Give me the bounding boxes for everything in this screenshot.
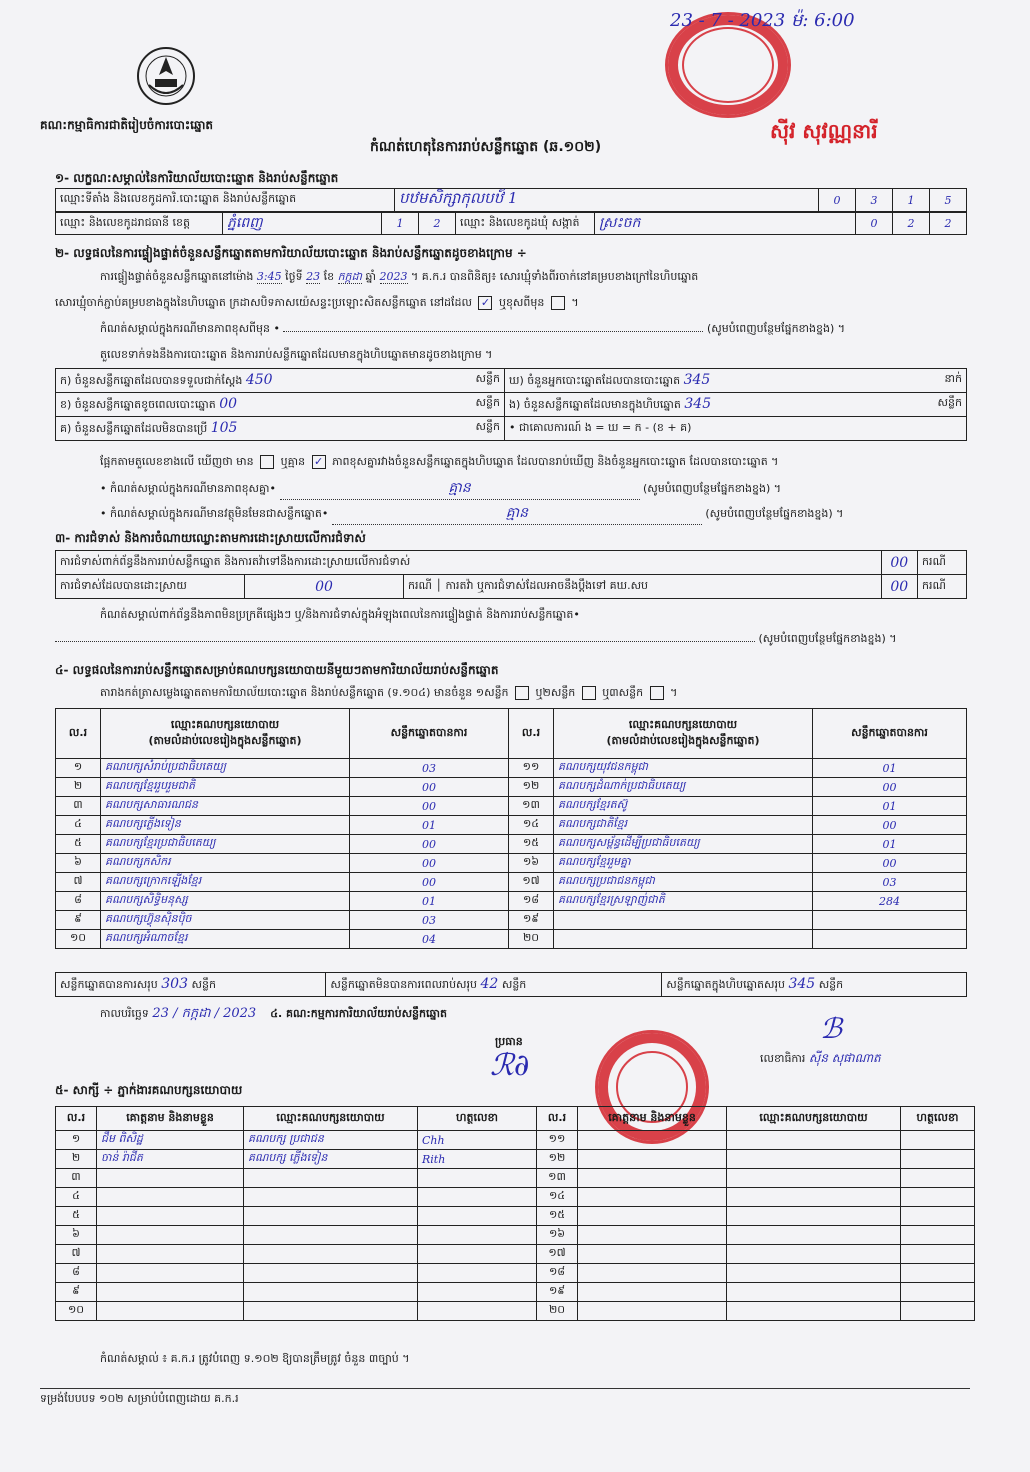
witness-party [244, 1245, 418, 1264]
vote-count: 01 [350, 816, 509, 835]
witness-signature [418, 1207, 537, 1226]
row-number: ៩ [56, 911, 101, 930]
emblem-logo [135, 45, 197, 107]
vote-count: 00 [813, 816, 967, 835]
table-row [56, 854, 967, 873]
section3-heading: ៣- ការជំទាស់ និងការចំណាយឈ្លោះតាមការដោះស្រាយលើការជំទាស់ [55, 531, 366, 545]
table-row [56, 1188, 975, 1207]
witness-party [727, 1283, 901, 1302]
complaints-label: ការជំទាស់ពាក់ព័ន្ធនឹងការរាប់សន្លឹកឆ្នោត និងការតវ៉ាទៅនឹងការដោះស្រាយលើការជំទាស់ [56, 551, 882, 575]
count-formula: • ជាគោលការណ៍ ង = ឃ = ក - (ខ + គ) [505, 417, 967, 441]
section2-line3: កំណត់សម្គាល់ក្នុងករណីមានភាពខុសពីមុន • (សូមបំពេញបន្ថែមផ្នែកខាងខ្នង) ។ [100, 322, 846, 335]
section2-line1: ការផ្ទៀងផ្ទាត់ចំនួនសន្លឹកឆ្នោតនៅម៉ោង 3:45 ថ្ងៃទី 23 ខែ កក្កដា ឆ្នាំ 2023 ។ គ.ក.រ បានពិនិត្យ៖ សោរឃ្មុំទាំងពីរចាក់នៅគម្របខាងក្រៅនៃហិបឆ្នោត [100, 270, 699, 283]
code-digit: 0 [819, 189, 856, 212]
row-number: ៣ [56, 1169, 97, 1188]
witness-party [727, 1150, 901, 1169]
table-row [56, 911, 967, 930]
table-row [56, 1245, 975, 1264]
row-number: ១៣ [509, 797, 554, 816]
resolved-label: ការជំទាស់ដែលបានដោះស្រាយ [56, 575, 245, 599]
witness-party [727, 1245, 901, 1264]
party-name: គណបក្សអំណាចខ្មែរ [101, 930, 350, 949]
table-row [56, 1131, 975, 1150]
code-digit: 2 [930, 213, 967, 235]
table-row [56, 1264, 975, 1283]
row-number: ៤ [56, 1188, 97, 1207]
table-row [56, 778, 967, 797]
party-name: គណបក្សសាធារណជន [101, 797, 350, 816]
has-difference-checkbox[interactable] [260, 455, 274, 469]
party-name: គណបក្សខ្មែររួបរួមជាតិ [101, 778, 350, 797]
witness-signature: Chh [418, 1131, 537, 1150]
row-number: ១៩ [509, 911, 554, 930]
row-number: ១២ [509, 778, 554, 797]
location-label: ឈ្មោះទីតាំង និងលេខកូដការិ.បោះឆ្នោត និងរាប់សន្លឹកឆ្នោត [56, 189, 395, 212]
table-row [56, 759, 967, 778]
president-signature: ℛ∂ [490, 1048, 530, 1083]
vote-count: 00 [350, 854, 509, 873]
table-row [56, 1150, 975, 1169]
secretary-signature: ℬ [820, 1012, 843, 1045]
witness-party [727, 1131, 901, 1150]
witness-party [244, 1207, 418, 1226]
witness-party [727, 1302, 901, 1321]
witness-name [97, 1226, 244, 1245]
party-name: គណបក្សសិទ្ធិមនុស្ស [101, 892, 350, 911]
row-number: ៤ [56, 816, 101, 835]
table-row [56, 816, 967, 835]
table-row [56, 1207, 975, 1226]
row-number: ១៦ [537, 1226, 578, 1245]
witness-party [244, 1188, 418, 1207]
witness-signature [418, 1264, 537, 1283]
receipt-note: 23 - 7 - 2023 ម៉: 6:00 [670, 10, 855, 31]
witness-name [578, 1226, 727, 1245]
vote-count: 03 [350, 911, 509, 930]
table-row [56, 930, 967, 949]
witness-party [244, 1302, 418, 1321]
footnote: កំណត់សម្គាល់ ៖ គ.ក.រ ត្រូវបំពេញ ទ.១០២ ឱ្យបានត្រឹមត្រូវ ចំនួន ៣ច្បាប់ ។ [100, 1352, 410, 1365]
witness-party [244, 1264, 418, 1283]
witness-party [727, 1264, 901, 1283]
witness-party [727, 1226, 901, 1245]
witness-party [244, 1226, 418, 1245]
row-number: ៨ [56, 892, 101, 911]
witness-name [578, 1302, 727, 1321]
section1-table [55, 188, 967, 212]
vote-count: 03 [813, 873, 967, 892]
complaints-value: 00 [881, 551, 918, 575]
row-number: ១២ [537, 1150, 578, 1169]
row-number: ១៨ [537, 1264, 578, 1283]
commune-label: ឈ្មោះ និងលេខកូដឃុំ សង្កាត់ [456, 213, 595, 235]
row-number: ១៩ [537, 1283, 578, 1302]
row-number: ៥ [56, 1207, 97, 1226]
row-number: ៥ [56, 835, 101, 854]
province-label: ឈ្មោះ និងលេខកូដរាជធានី ខេត្ត [56, 213, 223, 235]
code-digit: 5 [930, 189, 967, 212]
code-digit: 3 [856, 189, 893, 212]
witness-signature [901, 1245, 975, 1264]
row-number: ១៤ [537, 1188, 578, 1207]
results-table: ល.រ ឈ្មោះគណបក្សនយោបាយ (តាមលំដាប់លេខរៀងក្នុងសន្លឹកឆ្នោត) សន្លឹកឆ្នោតបានការ ល.រ ឈ្មោះគណបក្សនយោបាយ (តាមលំដាប់លេខរៀងក្នុងសន្លឹកឆ្នោត) សន្លឹកឆ្នោតបានការ ១ គណបក្សសំរាប់ប្រជាធិបតេយ្យ 03 ១១ គណបក្សយុវជនកម្ពុជា 01 ២ គណបក្សខ្មែររួបរួមជាតិ 00 ១២ គណបក្សដំណាក់ប្រជាធិបតេយ្យ 00 ៣ គណបក្សសាធារណជន 00 ១៣ គណបក្សខ្មែរតស៊ូ 01 ៤ គណបក្សភ្លើងទៀន 01 ១៤ គណបក្សជាតិខ្មែរ 00 ៥ គណបក្សខ្មែរប្រជាធិបតេយ្យ 00 ១៥ គណបក្សសម្ព័ន្ធដើម្បីប្រជាធិបតេយ្យ 01 ៦ គណបក្សកសិករ 00 ១៦ គណបក្សខ្មែររួមគ្នា 00 ៧ គណបក្សក្រោកឡើងខ្មែរ 00 ១៧ គណបក្សប្រជាជនកម្ពុជា 03 ៨ គណបក្សសិទ្ធិមនុស្ស 01 ១៨ គណបក្សខ្មែរស្រឡាញ់ជាតិ 284 ៩ គណបក្សហ៊្វុនស៊ិនប៉ិច 03 ១៩ ១០ គណបក្សអំណាចខ្មែរ 04 ២០ [55, 708, 967, 949]
appeal-value: 00 [881, 575, 918, 599]
row-number: ៨ [56, 1264, 97, 1283]
witness-name: ជឹម ពិសិដ្ឋ [97, 1131, 244, 1150]
vote-count: 01 [350, 892, 509, 911]
witness-signature [418, 1283, 537, 1302]
page-title: កំណត់ហេតុនៃការរាប់សន្លឹកឆ្នោត (ឆ.១០២) [370, 139, 602, 155]
row-number: ១១ [537, 1131, 578, 1150]
count-d: ឃ) ចំនួនអ្នកបោះឆ្នោតដែលបានបោះឆ្នោត 345 នាក់ [505, 369, 967, 393]
tally-2-checkbox[interactable] [582, 686, 596, 700]
row-number: ៣ [56, 797, 101, 816]
section5-heading: ៥- សាក្សី ÷ ភ្នាក់ងារគណបក្សនយោបាយ [55, 1083, 243, 1097]
appeal-label: ករណី │ ការតវ៉ា ឬការជំទាស់ដែលអាចនឹងប្តឹងទៅ គឃ.សប [404, 575, 882, 599]
tally-3-checkbox[interactable] [650, 686, 664, 700]
witness-name [578, 1245, 727, 1264]
unchanged-checkbox[interactable]: ✓ [478, 296, 492, 310]
foreign-object-note: • កំណត់សម្គាល់ក្នុងករណីមានវត្ថុមិនមែនជាសន្លឹកឆ្នោត• គ្មាន (សូមបំពេញបន្ថែមផ្នែកខាងខ្នង) ។ [100, 503, 970, 525]
witness-signature [418, 1302, 537, 1321]
witness-name [578, 1207, 727, 1226]
witness-signature [901, 1283, 975, 1302]
witness-signature [901, 1131, 975, 1150]
party-name: គណបក្សយុវជនកម្ពុជា [554, 759, 813, 778]
witness-table: ល.រ គោត្តនាម និងនាមខ្លួន ឈ្មោះគណបក្សនយោបាយ ហត្ថលេខា ល.រ គោត្តនាម និងនាមខ្លួន ឈ្មោះគណបក្សនយោបាយ ហត្ថលេខា ១ ជឹម ពិសិដ្ឋ គណបក្ស ប្រជាជន Chh ១១ ២ ចាន់ រ៉ាជីត គណបក្ស ភ្លើងទៀន Rith ១២ ៣ ១៣ ៤ ១៤ ៥ ១៥ ៦ ១៦ ៧ ១៧ ៨ ១៨ ៩ ១៩ ១០ ២០ [55, 1106, 975, 1321]
invalid-total: សន្លឹកឆ្នោតមិនបានការពេលរាប់សរុប 42 សន្លឹក [326, 973, 662, 997]
row-number: ១៧ [509, 873, 554, 892]
witness-name [578, 1283, 727, 1302]
party-name: គណបក្សជាតិខ្មែរ [554, 816, 813, 835]
witness-signature [901, 1226, 975, 1245]
witness-signature [418, 1188, 537, 1207]
no-difference-checkbox[interactable]: ✓ [312, 455, 326, 469]
party-name: គណបក្សក្រោកឡើងខ្មែរ [101, 873, 350, 892]
date-line: កាលបរិច្ឆេទ 23 / កក្កដា / 2023 ៤. គណ:កម្មការការិយាល័យរាប់សន្លឹកឆ្នោត [100, 1006, 447, 1021]
witness-party [244, 1283, 418, 1302]
row-number: ១ [56, 1131, 97, 1150]
witness-name [97, 1169, 244, 1188]
witness-name [578, 1131, 727, 1150]
witness-party [727, 1169, 901, 1188]
party-name [554, 930, 813, 949]
table-row [56, 1169, 975, 1188]
changed-checkbox[interactable] [551, 296, 565, 310]
form-footer: ទម្រង់បែបបទ ១០២ សម្រាប់បំពេញដោយ គ.ក.រ [40, 1392, 239, 1405]
row-number: ១៥ [537, 1207, 578, 1226]
row-number: ១៣ [537, 1169, 578, 1188]
section1-heading: ១- លក្ខណ:សម្គាល់នៃការិយាល័យបោះឆ្នោត និងរាប់សន្លឹកឆ្នោត [55, 171, 339, 185]
vote-count: 00 [350, 835, 509, 854]
section2-line5: ផ្អែកតាមតួលេខខាងលើ ឃើញថា មាន ឬគ្មាន ✓ ភាពខុសគ្នារវាងចំនួនសន្លឹកឆ្នោតក្នុងហិបឆ្នោត ដែលបានរាប់ឃើញ និងចំនួនអ្នកបោះឆ្នោត ដែលបានបោះឆ្នោត ។ [100, 455, 779, 468]
row-number: ២ [56, 778, 101, 797]
section2-line4: តួលេខទាក់ទងនឹងការបោះឆ្នោត និងការរាប់សន្លឹកឆ្នោតដែលមានក្នុងហិបឆ្នោតមានដូចខាងក្រោម ។ [100, 348, 493, 361]
party-name: គណបក្សហ៊្វុនស៊ិនប៉ិច [101, 911, 350, 930]
count-c: គ) ចំនួនសន្លឹកឆ្នោតដែលមិនបានប្រើ 105 សន្លឹក [56, 417, 505, 441]
code-digit: 1 [893, 189, 930, 212]
vote-count: 01 [813, 759, 967, 778]
witness-name [97, 1302, 244, 1321]
table-row [56, 835, 967, 854]
vote-count: 04 [350, 930, 509, 949]
party-name: គណបក្សប្រជាជនកម្ពុជា [554, 873, 813, 892]
table-row [56, 1226, 975, 1245]
code-digit: 0 [856, 213, 893, 235]
row-number: ១៨ [509, 892, 554, 911]
vote-count: 00 [813, 854, 967, 873]
witness-signature [901, 1207, 975, 1226]
row-number: ១៤ [509, 816, 554, 835]
party-name: គណបក្សភ្លើងទៀន [101, 816, 350, 835]
row-number: ១៦ [509, 854, 554, 873]
row-number: ១០ [56, 930, 101, 949]
valid-total: សន្លឹកឆ្នោតបានការសរុប 303 សន្លឹក [56, 973, 326, 997]
witness-signature [901, 1302, 975, 1321]
vote-count: 00 [813, 778, 967, 797]
row-number: ២ [56, 1150, 97, 1169]
vote-count: 00 [350, 873, 509, 892]
witness-party: គណបក្ស ប្រជាជន [244, 1131, 418, 1150]
party-name: គណបក្សខ្មែរស្រឡាញ់ជាតិ [554, 892, 813, 911]
table-row [56, 892, 967, 911]
row-number: ៦ [56, 1226, 97, 1245]
vote-count: 01 [813, 835, 967, 854]
witness-signature [901, 1264, 975, 1283]
vote-count: 284 [813, 892, 967, 911]
totals-table [55, 972, 967, 997]
section4-heading: ៤- លទ្ធផលនៃការរាប់សន្លឹកឆ្នោតសម្រាប់គណបក្សនយោបាយនីមួយៗតាមការិយាល័យរាប់សន្លឹកឆ្នោត [55, 663, 499, 677]
witness-name [97, 1188, 244, 1207]
table-row [56, 873, 967, 892]
code-digit: 1 [382, 213, 419, 235]
code-digit: 2 [893, 213, 930, 235]
row-number: ៧ [56, 1245, 97, 1264]
row-number: ១៥ [509, 835, 554, 854]
witness-name [578, 1264, 727, 1283]
witness-signature [418, 1245, 537, 1264]
witness-signature [901, 1150, 975, 1169]
witness-name [97, 1283, 244, 1302]
row-number: ៧ [56, 873, 101, 892]
row-number: ១០ [56, 1302, 97, 1321]
vote-count: 03 [350, 759, 509, 778]
committee-name: គណ:កម្មាធិការជាតិរៀបចំការបោះឆ្នោត [40, 118, 214, 132]
party-name: គណបក្សកសិករ [101, 854, 350, 873]
witness-party [244, 1169, 418, 1188]
row-number: ២០ [537, 1302, 578, 1321]
code-digit: 2 [419, 213, 456, 235]
row-number: ៦ [56, 854, 101, 873]
row-number: ១១ [509, 759, 554, 778]
section2-line2: សោរឃ្មុំចាក់ភ្ជាប់គម្របខាងក្នុងនៃហិបឆ្នោត ក្រដាសបិទភាសយ៉េសន្ទះប្រឡោះសិតសន្លឹកឆ្នោត នៅដដែល ✓ ឬខុសពីមុន ។ [55, 296, 579, 309]
receiver-name: ស៊ីវ សុវណ្ណនារី [770, 119, 878, 143]
party-name: គណបក្សសម្ព័ន្ធដើម្បីប្រជាធិបតេយ្យ [554, 835, 813, 854]
resolved-value: 00 [245, 575, 404, 599]
table-row [56, 797, 967, 816]
witness-party [727, 1207, 901, 1226]
section1-table-row2 [55, 212, 967, 235]
table-row [56, 1283, 975, 1302]
irregularities-note: កំណត់សម្គាល់ពាក់ព័ន្ធនឹងភាពមិនប្រក្រតីផ្សេងៗ ឬ/និងការជំទាស់ក្នុងអំឡុងពេលនៃការផ្ទៀងផ្ទាត់ និងការរាប់សន្លឹកឆ្នោត• [100, 608, 580, 621]
witness-party [727, 1188, 901, 1207]
party-name: គណបក្សខ្មែរប្រជាធិបតេយ្យ [101, 835, 350, 854]
party-name: គណបក្សខ្មែររួមគ្នា [554, 854, 813, 873]
secretary-line: លេខាធិការ ស៊ីន សុផាណាត [760, 1051, 881, 1065]
witness-signature: Rith [418, 1150, 537, 1169]
count-e: ង) ចំនួនសន្លឹកឆ្នោតដែលមានក្នុងហិបឆ្នោត 345 សន្លឹក [505, 393, 967, 417]
vote-count [813, 911, 967, 930]
party-name: គណបក្សខ្មែរតស៊ូ [554, 797, 813, 816]
vote-count: 01 [813, 797, 967, 816]
president-label: ប្រធាន [495, 1035, 523, 1048]
tally-sheet-line: តារាងកត់ត្រាសម្លេងឆ្នោតតាមការិយាល័យបោះឆ្នោត និងរាប់សន្លឹកឆ្នោត (ទ.១០៤) មានចំនួន ១សន្លឹក ឬ២សន្លឹក ឬ៣សន្លឹក ។ [100, 686, 678, 699]
witness-name [97, 1245, 244, 1264]
difference-note: • កំណត់សម្គាល់ក្នុងករណីមានភាពខុសគ្នា• គ្មាន (សូមបំពេញបន្ថែមផ្នែកខាងខ្នង) ។ [100, 478, 970, 500]
witness-name [578, 1188, 727, 1207]
row-number: ៩ [56, 1283, 97, 1302]
witness-name [97, 1264, 244, 1283]
party-name: គណបក្សសំរាប់ប្រជាធិបតេយ្យ [101, 759, 350, 778]
witness-signature [901, 1169, 975, 1188]
witness-name [578, 1150, 727, 1169]
row-number: ១ [56, 759, 101, 778]
count-b: ខ) ចំនួនសន្លឹកឆ្នោតខូចពេលបោះឆ្នោត 00 សន្លឹក [56, 393, 505, 417]
section2-counts-table [55, 368, 967, 441]
witness-name [578, 1169, 727, 1188]
irregularities-fill: (សូមបំពេញបន្ថែមផ្នែកខាងខ្នង) ។ [55, 632, 967, 648]
province-value: ភ្នំពេញ [223, 213, 382, 235]
vote-count: 00 [350, 778, 509, 797]
vote-count: 00 [350, 797, 509, 816]
witness-signature [901, 1188, 975, 1207]
witness-name [97, 1207, 244, 1226]
commune-value: ស្រះចក [595, 213, 856, 235]
section2-heading: ២- លទ្ធផលនៃការផ្ទៀងផ្ទាត់ចំនួនសន្លឹកឆ្នោតតាមការិយាល័យបោះឆ្នោត និងរាប់សន្លឹកឆ្នោតដូចខាងក្រោម ÷ [55, 246, 527, 260]
witness-signature [418, 1226, 537, 1245]
vote-count [813, 930, 967, 949]
party-name [554, 911, 813, 930]
table-row [56, 1302, 975, 1321]
witness-signature [418, 1169, 537, 1188]
row-number: ១៧ [537, 1245, 578, 1264]
count-a: ក) ចំនួនសន្លឹកឆ្នោតដែលបានទទួលជាក់ស្តែង 450 សន្លឹក [56, 369, 505, 393]
tally-1-checkbox[interactable] [515, 686, 529, 700]
witness-party: គណបក្ស ភ្លើងទៀន [244, 1150, 418, 1169]
row-number: ២០ [509, 930, 554, 949]
location-value: បឋមសិក្សាកុលបឋ៍ 1 [395, 189, 819, 212]
box-total: សន្លឹកឆ្នោតក្នុងហិបឆ្នោតសរុប 345 សន្លឹក [662, 973, 967, 997]
witness-name: ចាន់ រ៉ាជីត [97, 1150, 244, 1169]
party-name: គណបក្សដំណាក់ប្រជាធិបតេយ្យ [554, 778, 813, 797]
section3-table: ការជំទាស់ពាក់ព័ន្ធនឹងការរាប់សន្លឹកឆ្នោត និងការតវ៉ាទៅនឹងការដោះស្រាយលើការជំទាស់ 00 ករណី ការជំទាស់ដែលបានដោះស្រាយ 00 ករណី │ ការតវ៉ា ឬការជំទាស់ដែលអាចនឹងប្តឹងទៅ គឃ.សប 00 ករណី [55, 550, 967, 599]
